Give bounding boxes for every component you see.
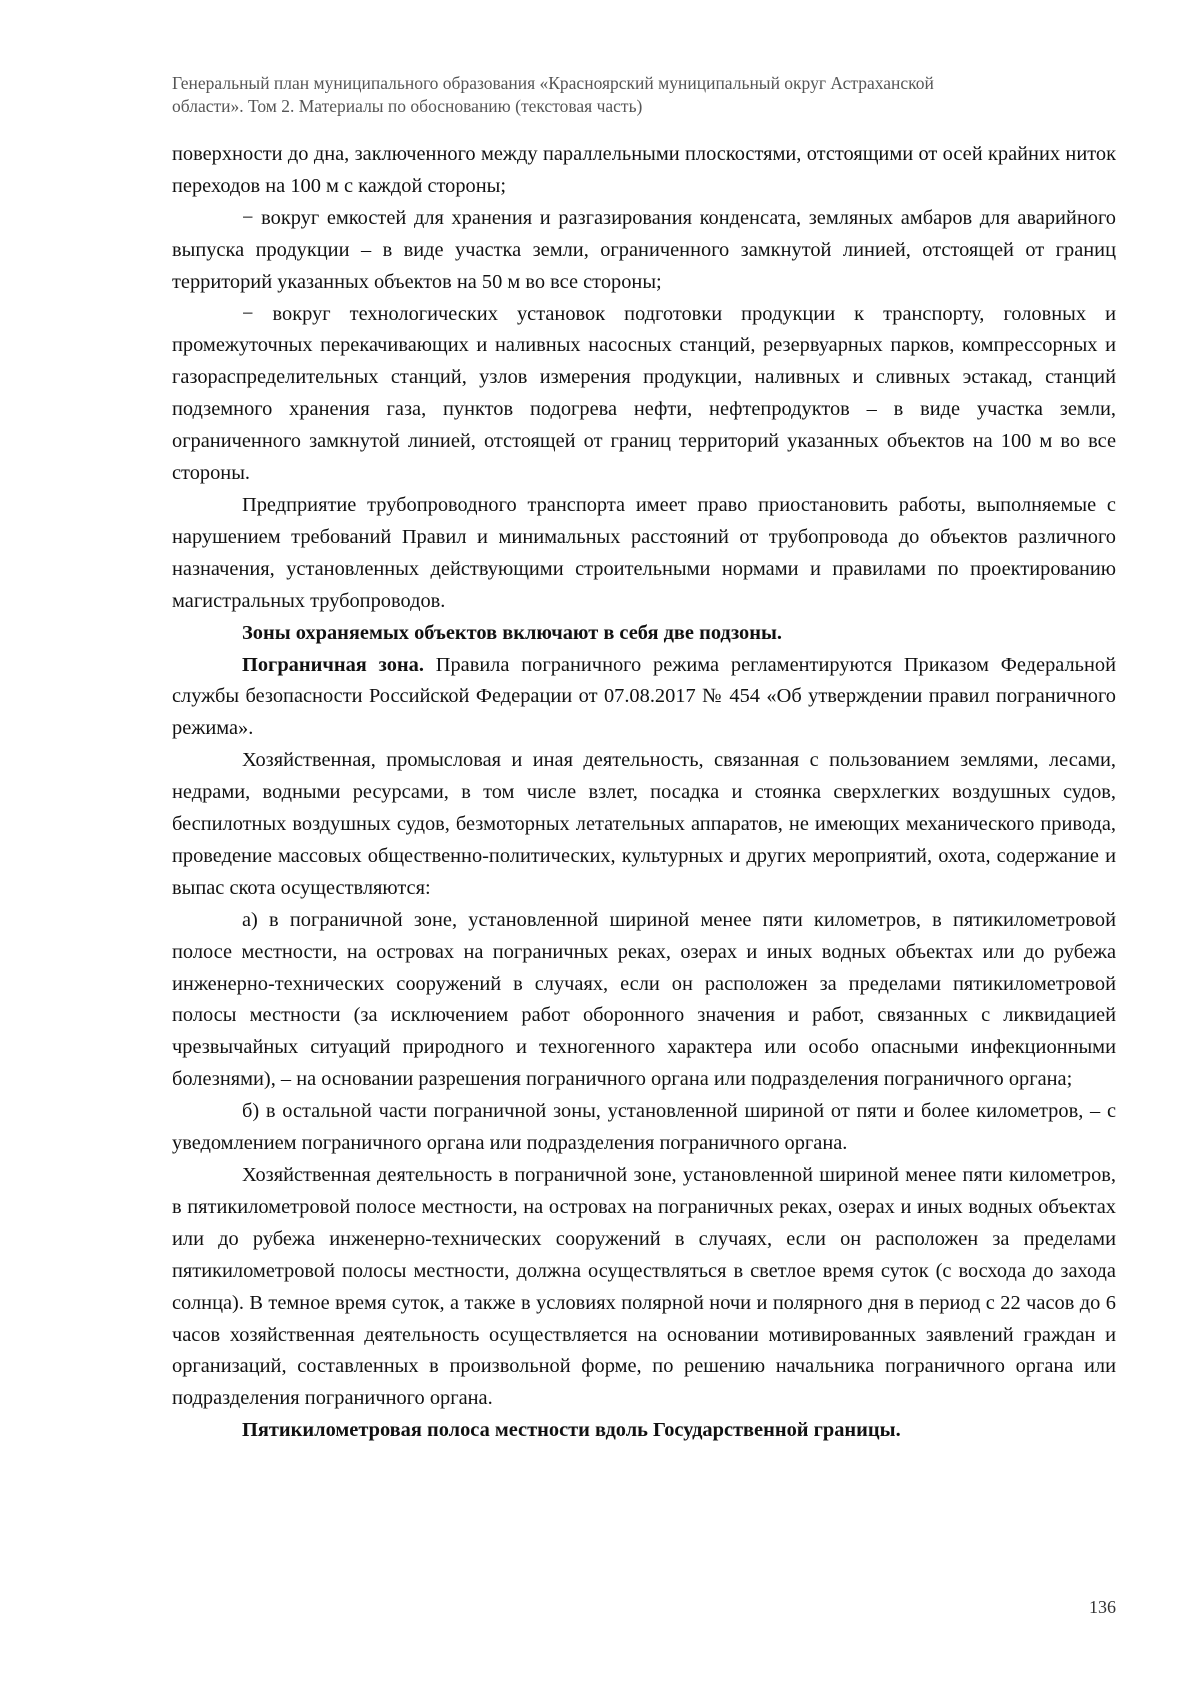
running-header-line-1: Генеральный план муниципального образования «Красноярский муниципальный округ Астраханской — [172, 73, 934, 93]
five-km-strip-heading: Пятикилометровая полоса местности вдоль Государственной границы. — [242, 1419, 901, 1442]
paragraph-item-a: а) в пограничной зоне, установленной шириной менее пяти километров, в пятикилометровой полосе местности, на островах на пограничных реках, озерах и иных водных объектах или до рубежа инженерно-технических сооружений в случаях, если он расположен за пределами пятикилометровой полосы местности (за исключением работ оборонного значения и работ, связанных с ликвидацией чрезвычайных ситуаций природного и техногенного характера или особо опасными инфекционными болезнями), – на основании разрешения пограничного органа или подразделения пограничного органа; — [172, 908, 1116, 1091]
paragraph-economic-activity: Хозяйственная, промысловая и иная деятельность, связанная с пользованием землями, лесами, недрами, водными ресурсами, в том числе взлет, посадка и стоянка сверхлегких воздушных судов, беспилотных воздушных судов, безмоторных летательных аппаратов, не имеющих механического привода, проведение массовых общественно-политических, культурных и других мероприятий, охота, содержание и выпас скота осуществляются: — [172, 749, 1116, 899]
paragraph-list-item-condensate-tanks: − вокруг емкостей для хранения и разгазирования конденсата, земляных амбаров для аварийного выпуска продукции – в виде участка земли, ограниченного замкнутой линией, отстоящей от границ территорий указанных объектов на 50 м во все стороны; — [172, 206, 1116, 293]
running-header — [172, 72, 1116, 118]
border-zone-text: Правила пограничного режима регламентируются Приказом Федеральной службы безопасности Российской Федерации от 07.08.2017 № 454 «Об утверждении правил пограничного режима». — [172, 653, 1116, 740]
body-text — [172, 139, 1116, 1447]
paragraph-list-item-technological-installations: − вокруг технологических установок подготовки продукции к транспорту, головных и промежуточных перекачивающих и наливных насосных станций, резервуарных парков, компрессорных и газораспределительных станций, узлов измерения продукции, наливных и сливных эстакад, станций подземного хранения газа, пунктов подогрева нефти, нефтепродуктов – в виде участка земли, ограниченного замкнутой линией, отстоящей от границ территорий указанных объектов на 100 м во все стороны. — [172, 302, 1116, 485]
paragraph-pipeline-enterprise-rights: Предприятие трубопроводного транспорта имеет право приостановить работы, выполняемые с нарушением требований Правил и минимальных расстояний от трубопровода до объектов различного назначения, установленных действующими строительными нормами и правилами по проектированию магистральных трубопроводов. — [172, 493, 1116, 612]
paragraph-five-km-strip — [172, 1415, 1116, 1447]
paragraph-daylight-activity: Хозяйственная деятельность в пограничной зоне, установленной шириной менее пяти километров, в пятикилометровой полосе местности, на островах на пограничных реках, озерах и иных водных объектах или до рубежа инженерно-технических сооружений в случаях, если он расположен за пределами пятикилометровой полосы местности, должна осуществляться в светлое время суток (с восхода до захода солнца). В темное время суток, а также в условиях полярной ночи и полярного дня в период с 22 часов до 6 часов хозяйственная деятельность осуществляется на основании мотивированных заявлений граждан и организаций, составленных в произвольной форме, по решению начальника пограничного органа или подразделения пограничного органа. — [172, 1164, 1116, 1410]
border-zone-heading: Пограничная зона. — [242, 653, 424, 676]
paragraph-border-zone — [172, 650, 1116, 746]
paragraph-item-b: б) в остальной части пограничной зоны, установленной шириной от пяти и более километров, – с уведомлением пограничного органа или подразделения пограничного органа. — [172, 1100, 1116, 1155]
protected-zones-heading: Зоны охраняемых объектов включают в себя две подзоны. — [242, 621, 783, 644]
paragraph-continuation: поверхности до дна, заключенного между параллельными плоскостями, отстоящими от осей крайних ниток переходов на 100 м с каждой стороны; — [172, 143, 1116, 197]
page-number: 136 — [1089, 1597, 1116, 1617]
paragraph-protected-zones — [172, 618, 1116, 650]
running-header-line-2: области». Том 2. Материалы по обоснованию (текстовая часть) — [172, 96, 643, 116]
